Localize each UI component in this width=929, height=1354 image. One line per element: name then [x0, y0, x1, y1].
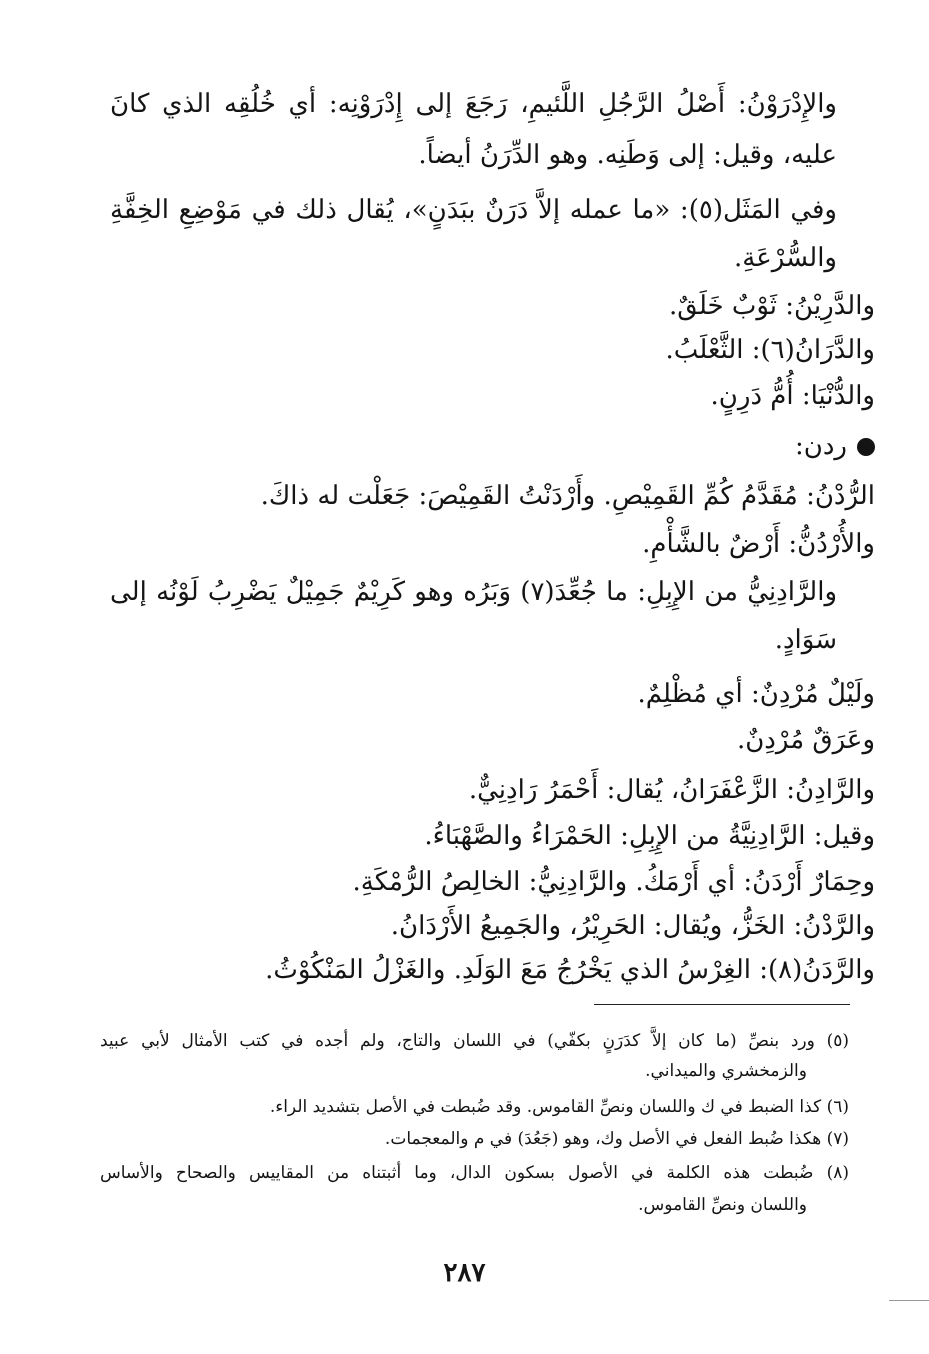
text-line: والأُرْدُنُّ: أَرْضٌ بالشَّأْمِ.	[642, 529, 875, 559]
text-line: وعَرَقٌ مُرْدِنٌ.	[736, 725, 875, 755]
footnote: (٧) هكذا ضُبط الفعل في الأصل وك، وهو (جَعُدَ) في م والمعجمات.	[384, 1129, 849, 1149]
footnote: والزمخشري والميداني.	[645, 1061, 807, 1081]
page-number: ٢٨٧	[443, 1258, 486, 1288]
text-line: والرَّادِنُ: الزَّعْفَرَانُ، يُقال: أَحْمَرُ رَادِنِيٌّ.	[468, 775, 875, 805]
footnote: (٥) ورد بنصِّ (ما كان إلاَّ كدَرَنٍ بكفّي) في اللسان والتاج، ولم أجده في كتب الأمثال لأبي عبيد	[100, 1031, 849, 1051]
bullet-icon	[857, 438, 875, 456]
footnote-separator	[594, 1004, 850, 1005]
edge-mark	[889, 1300, 929, 1301]
text-line: والرَّادِنِيُّ من الإِبِلِ: ما جُعِّدَ(٧) وَبَرُه وهو كَرِيْمٌ جَمِيْلٌ يَضْرِبُ لَوْنُه إلى	[110, 577, 838, 607]
text-line: والدَّرَانُ(٦): الثَّعْلَبُ.	[665, 335, 875, 365]
text-line: والدُّنْيَا: أُمُّ دَرِنٍ.	[710, 381, 875, 411]
entry-heading	[795, 426, 875, 466]
text-line: والرَّدْنُ: الخَزُّ، ويُقال: الحَرِيْرُ، والجَمِيعُ الأَرْدَانُ.	[390, 911, 875, 941]
text-line: والدَّرِيْنُ: ثَوْبٌ خَلَقٌ.	[669, 291, 875, 321]
text-line: سَوَادٍ.	[774, 625, 837, 655]
footnote: (٦) كذا الضبط في ك واللسان ونصِّ القاموس. وقد ضُبطت في الأصل بتشديد الراء.	[269, 1097, 849, 1117]
footnote: واللسان ونصِّ القاموس.	[638, 1195, 807, 1215]
text-line: عليه، وقيل: إلى وَطَنِه. وهو الدِّرَنُ أيضاً.	[418, 140, 837, 170]
text-line: الرُّدْنُ: مُقَدَّمُ كُمِّ القَمِيْصِ. وأَرْدَنْتُ القَمِيْصَ: جَعَلْت له ذاكَ.	[260, 481, 875, 511]
text-line: وفي المَثَل(٥): «ما عمله إلاَّ دَرَنٌ ببَدَنٍ»، يُقال ذلك في مَوْضِعِ الخِفَّةِ	[110, 195, 837, 225]
text-line: وقيل: الرَّادِنِيَّةُ من الإِبِلِ: الحَمْرَاءُ والصَّهْبَاءُ.	[424, 821, 875, 851]
text-line: والرَّدَنُ(٨): الغِرْسُ الذي يَخْرُجُ مَعَ الوَلَدِ. والغَزْلُ المَنْكُوْثُ.	[265, 955, 875, 985]
text-line: والسُّرْعَةِ.	[734, 243, 837, 273]
text-line: ولَيْلٌ مُرْدِنٌ: أي مُظْلِمٌ.	[637, 679, 875, 709]
entry-heading-label: ردن:	[795, 431, 847, 461]
text-line: وحِمَارٌ أَرْدَنُ: أي أَرْمَكُ. والرَّادِنِيُّ: الخالِصُ الرُّمْكَةِ.	[352, 867, 875, 897]
text-line: والإِدْرَوْنُ: أَصْلُ الرَّجُلِ اللَّئيمِ، رَجَعَ إلى إِدْرَوْنِه: أي خُلُقِه الذي كانَ	[110, 89, 837, 119]
footnote: (٨) ضُبطت هذه الكلمة في الأصول بسكون الدال، وما أثبتناه من المقاييس والصحاح والأساس	[100, 1163, 849, 1183]
